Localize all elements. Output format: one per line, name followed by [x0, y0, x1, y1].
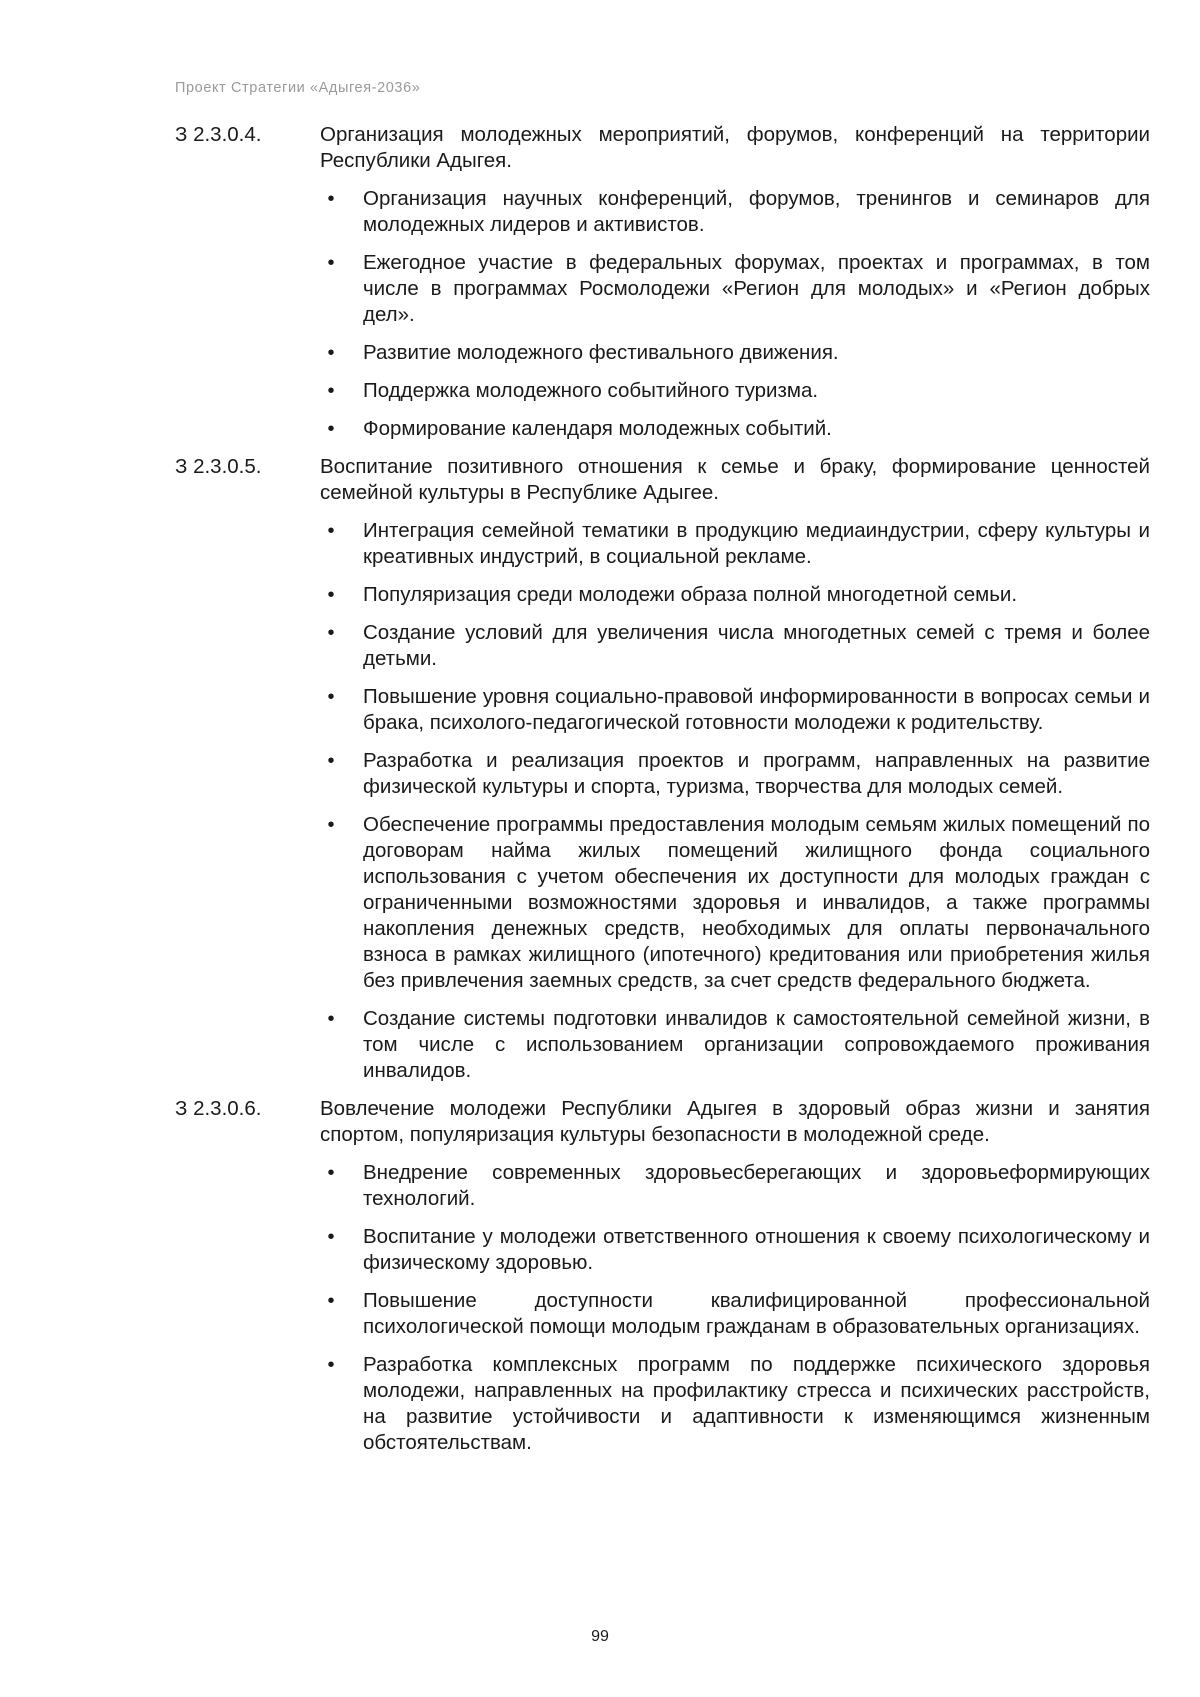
section-title: Воспитание позитивного отношения к семье и браку, формирование ценностей семейной культуры в Республике Адыгее.: [320, 455, 1150, 504]
list-item: [327, 812, 1150, 994]
bullet-dot-icon: •: [327, 686, 335, 708]
list-item-text: Воспитание у молодежи ответственного отношения к своему психологическому и физическому здоровью.: [363, 1225, 1150, 1274]
list-item-text: Интеграция семейной тематики в продукцию медиаиндустрии, сферу культуры и креативных индустрий, в социальной рекламе.: [363, 519, 1150, 568]
bullet-dot-icon: •: [327, 1162, 335, 1184]
bullet-dot-icon: •: [327, 622, 335, 644]
list-item-text: Создание системы подготовки инвалидов к самостоятельной семейной жизни, в том числе с использованием организации сопровождаемого проживания инвалидов.: [363, 1007, 1150, 1082]
list-item-text: Внедрение современных здоровьесберегающих и здоровьеформирующих технологий.: [363, 1161, 1150, 1210]
list-item: [327, 340, 1150, 366]
bullet-dot-icon: •: [327, 380, 335, 402]
section-code: З 2.3.0.4.: [175, 123, 262, 146]
list-item-text: Повышение доступности квалифицированной профессиональной психологической помощи молодым гражданам в образовательных организациях.: [363, 1289, 1150, 1338]
list-item: [327, 250, 1150, 328]
list-item: [327, 1352, 1150, 1456]
list-item: [327, 416, 1150, 442]
bullet-dot-icon: •: [327, 1354, 335, 1376]
running-header: Проект Стратегии «Адыгея-2036»: [175, 80, 421, 96]
list-item-text: Разработка и реализация проектов и программ, направленных на развитие физической культуры и спорта, туризма, творчества для молодых семей.: [363, 749, 1150, 798]
list-item: [327, 582, 1150, 608]
bullet-dot-icon: •: [327, 418, 335, 440]
list-item-text: Ежегодное участие в федеральных форумах, проектах и программах, в том числе в программах Росмолодежи «Регион для молодых» и «Регион добрых дел».: [363, 251, 1150, 326]
list-item-text: Обеспечение программы предоставления молодым семьям жилых помещений по договорам найма жилых помещений жилищного фонда социального использования с учетом обеспечения их доступности для молодых граждан с ограниченными возможностями здоровья и инвалидов, а также программы накопления денежных средств, необходимых для оплаты первоначального взноса в рамках жилищного (ипотечного) кредитования или приобретения жилья без привлечения заемных средств, за счет средств федерального бюджета.: [363, 813, 1150, 992]
section-2-3-0-4: [175, 122, 1150, 442]
bullet-list: [175, 518, 1150, 1084]
list-item-text: Повышение уровня социально-правовой информированности в вопросах семьи и брака, психолого-педагогической готовности молодежи к родительству.: [363, 685, 1150, 734]
list-item: [327, 684, 1150, 736]
list-item-text: Разработка комплексных программ по поддержке психического здоровья молодежи, направленных на профилактику стресса и психических расстройств, на развитие устойчивости и адаптивности к изменяющимся жизненным обстоятельствам.: [363, 1353, 1150, 1454]
section-title: Вовлечение молодежи Республики Адыгея в здоровый образ жизни и занятия спортом, популяризация культуры безопасности в молодежной среде.: [320, 1097, 1150, 1146]
bullet-list: [175, 1160, 1150, 1456]
section-code: З 2.3.0.6.: [175, 1097, 262, 1120]
bullet-dot-icon: •: [327, 750, 335, 772]
bullet-dot-icon: •: [327, 1008, 335, 1030]
section-2-3-0-6: [175, 1096, 1150, 1456]
list-item: [327, 1224, 1150, 1276]
document-body: [175, 122, 1150, 1468]
list-item-text: Популяризация среди молодежи образа полной многодетной семьи.: [363, 583, 1018, 606]
bullet-dot-icon: •: [327, 1290, 335, 1312]
list-item: [327, 1006, 1150, 1084]
list-item: [327, 620, 1150, 672]
section-title: Организация молодежных мероприятий, форумов, конференций на территории Республики Адыгея.: [320, 123, 1150, 172]
list-item-text: Развитие молодежного фестивального движения.: [363, 341, 839, 364]
list-item: [327, 378, 1150, 404]
section-code: З 2.3.0.5.: [175, 455, 262, 478]
list-item: [327, 186, 1150, 238]
bullet-dot-icon: •: [327, 814, 335, 836]
bullet-dot-icon: •: [327, 342, 335, 364]
list-item: [327, 748, 1150, 800]
bullet-list: [175, 186, 1150, 442]
section-2-3-0-5: [175, 454, 1150, 1084]
list-item-text: Создание условий для увеличения числа многодетных семей с тремя и более детьми.: [363, 621, 1150, 670]
list-item: [327, 518, 1150, 570]
list-item-text: Поддержка молодежного событийного туризма.: [363, 379, 819, 402]
bullet-dot-icon: •: [327, 584, 335, 606]
bullet-dot-icon: •: [327, 520, 335, 542]
bullet-dot-icon: •: [327, 1226, 335, 1248]
list-item-text: Организация научных конференций, форумов, тренингов и семинаров для молодежных лидеров и активистов.: [363, 187, 1150, 236]
bullet-dot-icon: •: [327, 252, 335, 274]
list-item: [327, 1160, 1150, 1212]
page-number: 99: [591, 1628, 609, 1645]
list-item-text: Формирование календаря молодежных событий.: [363, 417, 832, 440]
list-item: [327, 1288, 1150, 1340]
bullet-dot-icon: •: [327, 188, 335, 210]
